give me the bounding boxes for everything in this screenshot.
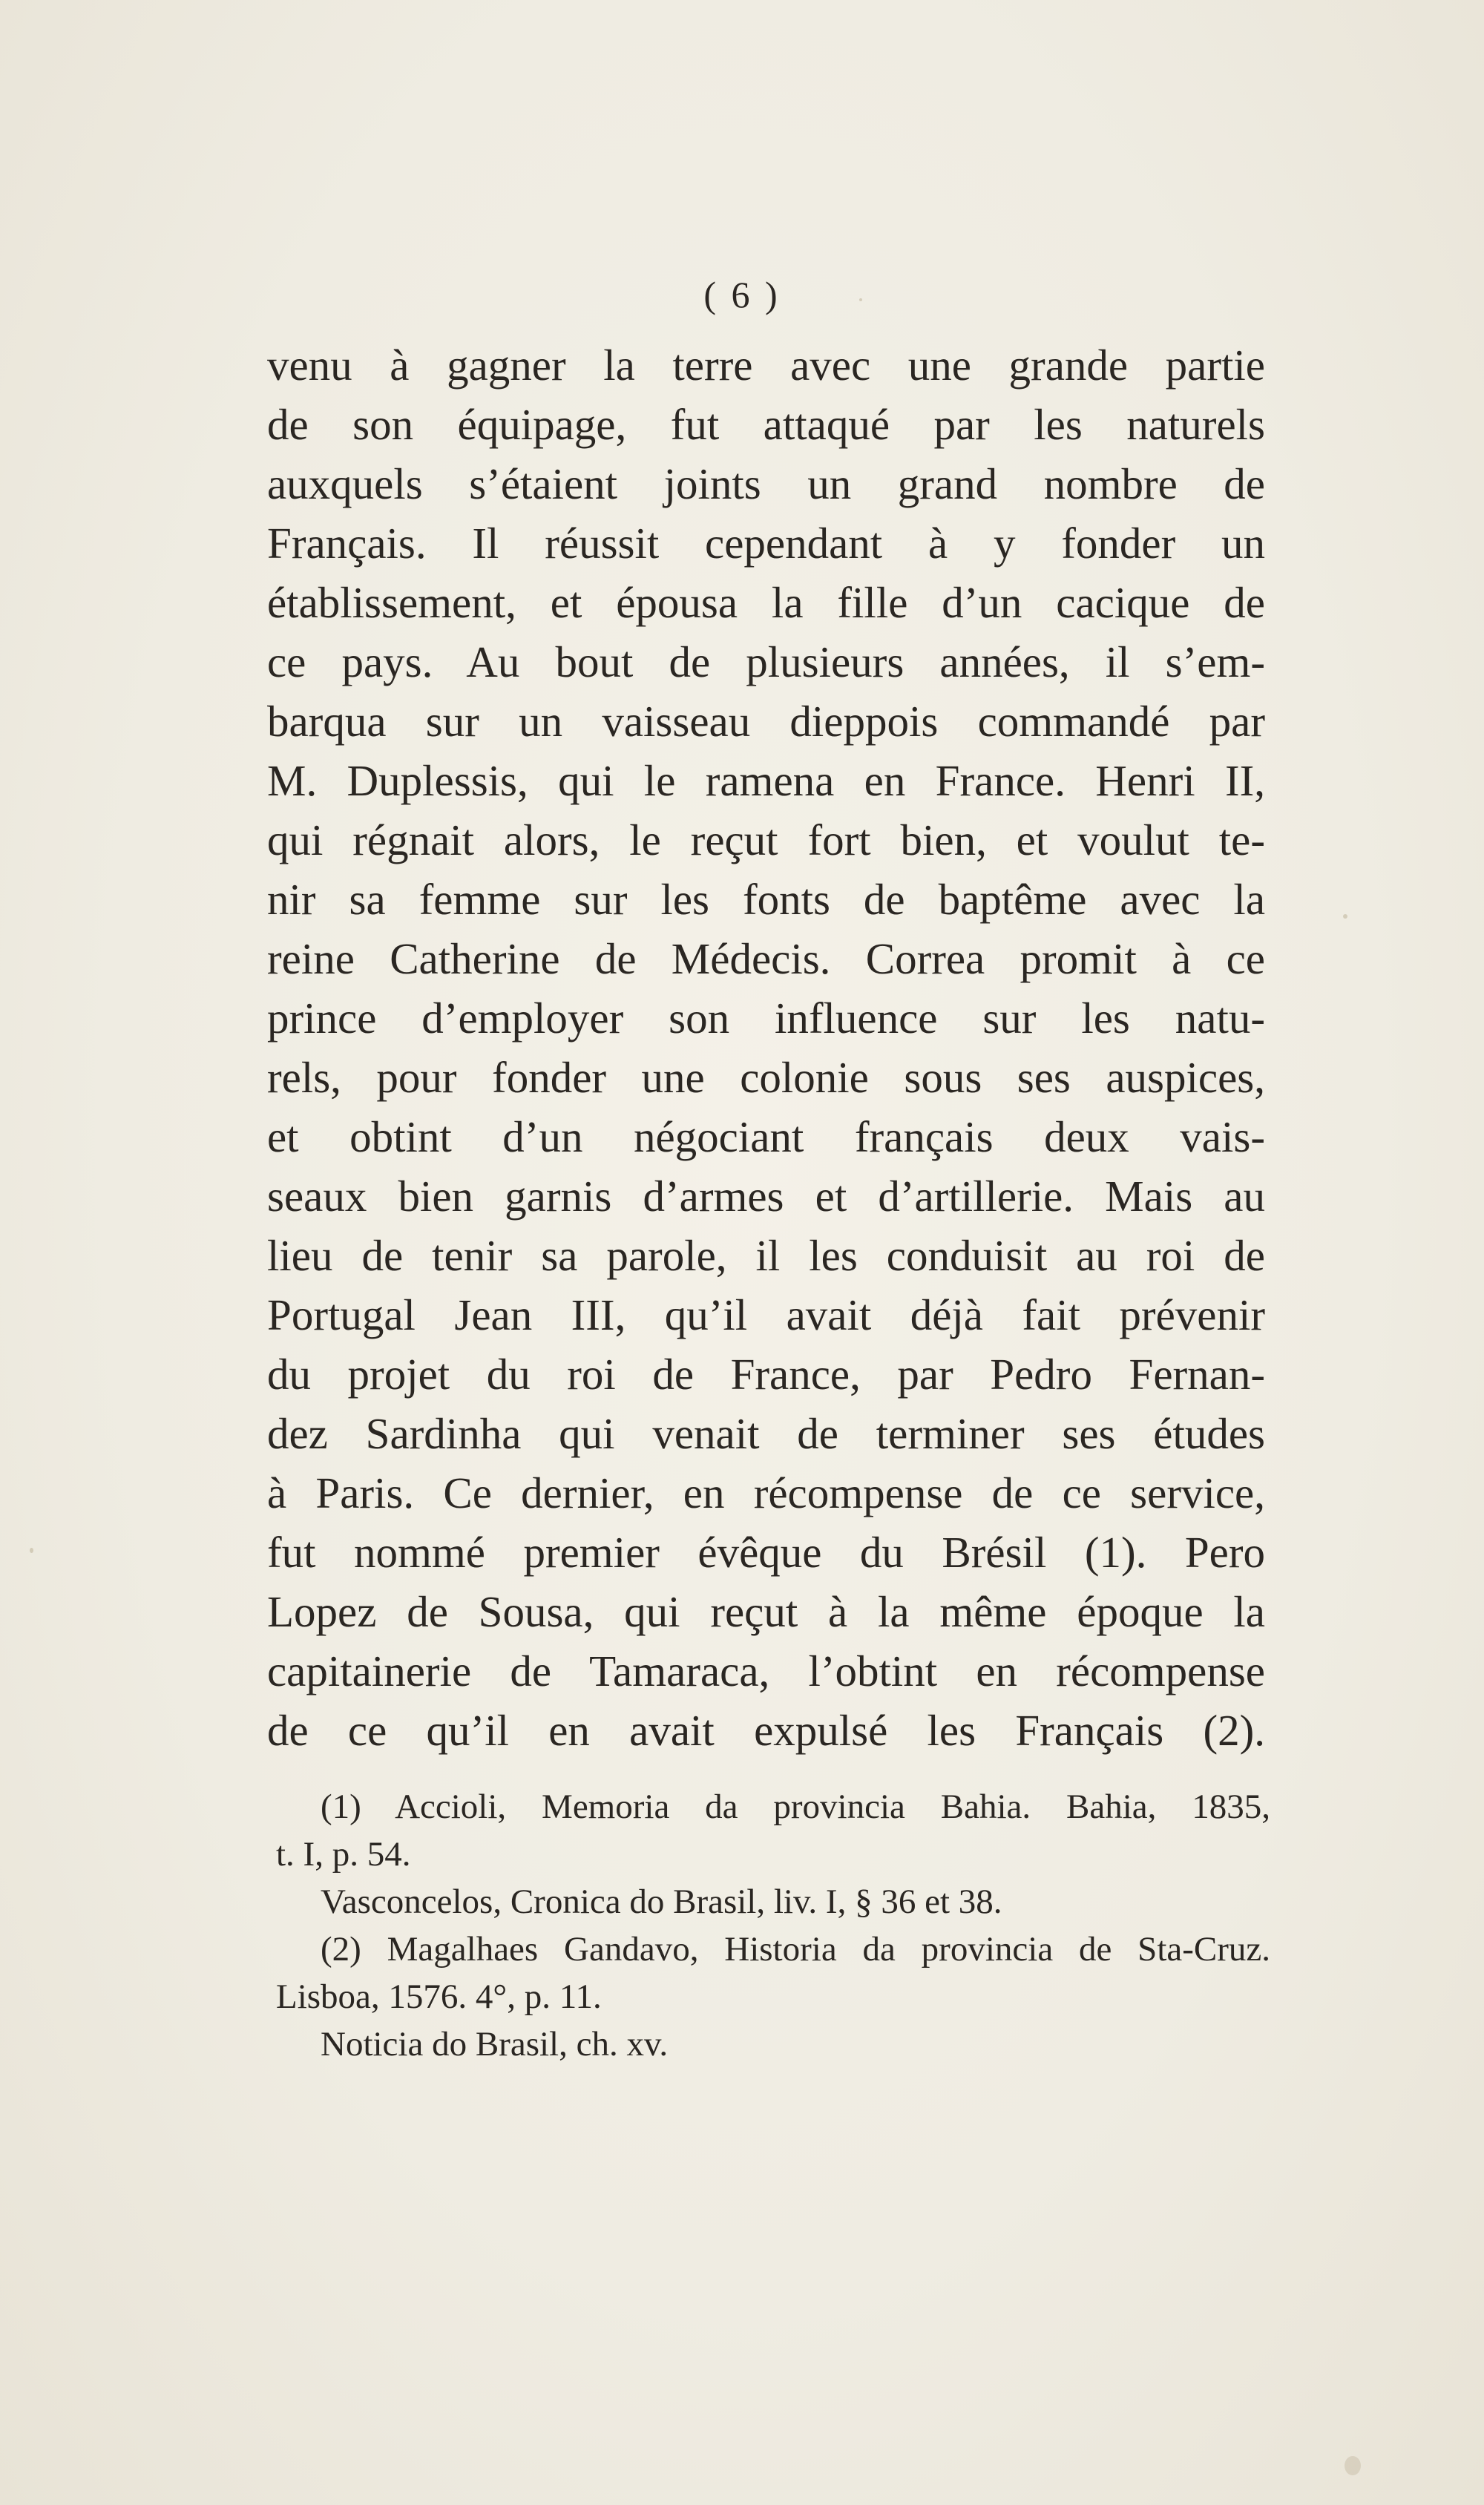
body-line: de son équipage, fut attaqué par les naturels xyxy=(267,400,1265,449)
body-line: barqua sur un vaisseau dieppois commandé par xyxy=(267,697,1265,746)
body-line: à Paris. Ce dernier, en récompense de ce service, xyxy=(267,1468,1265,1517)
footnote-line: Noticia do Brasil, ch. xv. xyxy=(321,2025,669,2064)
body-text xyxy=(267,335,1265,1760)
paper-speck xyxy=(30,1548,33,1553)
body-line: reine Catherine de Médecis. Correa promit à ce xyxy=(267,934,1265,983)
body-line: prince d’employer son influence sur les natu- xyxy=(267,994,1265,1043)
body-line: M. Duplessis, qui le ramena en France. Henri II, xyxy=(267,756,1265,805)
body-line: auxquels s’étaient joints un grand nombre de xyxy=(267,459,1265,508)
body-line: Français. Il réussit cependant à y fonder un xyxy=(267,519,1265,568)
body-line: de ce qu’il en avait expulsé les Français (2). xyxy=(267,1706,1265,1755)
body-line: fut nommé premier évêque du Brésil (1). Pero xyxy=(267,1528,1265,1577)
footnote-line: t. I, p. 54. xyxy=(276,1835,411,1874)
body-line: lieu de tenir sa parole, il les conduisit au roi de xyxy=(267,1231,1265,1280)
body-line: du projet du roi de France, par Pedro Fernan- xyxy=(267,1350,1265,1399)
body-line: Portugal Jean III, qu’il avait déjà fait prévenir xyxy=(267,1290,1265,1339)
body-line: et obtint d’un négociant français deux vais- xyxy=(267,1112,1265,1161)
footnote-line: (2) Magalhaes Gandavo, Historia da provincia de Sta-Cruz. xyxy=(321,1930,1270,1969)
body-line: nir sa femme sur les fonts de baptême avec la xyxy=(267,875,1265,924)
body-line: qui régnait alors, le reçut fort bien, et voulut te- xyxy=(267,815,1265,864)
page-number: ( 6 ) xyxy=(703,274,781,315)
footnote-line: (1) Accioli, Memoria da provincia Bahia. Bahia, 1835, xyxy=(321,1787,1270,1826)
paper-speck xyxy=(859,298,862,301)
paper-speck xyxy=(1343,914,1347,919)
body-line: venu à gagner la terre avec une grande partie xyxy=(267,341,1265,390)
body-line: ce pays. Au bout de plusieurs années, il s’em- xyxy=(267,637,1265,686)
footnote-line: Lisboa, 1576. 4°, p. 11. xyxy=(276,1977,602,2016)
body-line: dez Sardinha qui venait de terminer ses études xyxy=(267,1409,1265,1458)
body-line: établissement, et épousa la fille d’un cacique de xyxy=(267,578,1265,627)
body-line: capitainerie de Tamaraca, l’obtint en récompense xyxy=(267,1647,1265,1695)
body-line: seaux bien garnis d’armes et d’artillerie. Mais au xyxy=(267,1172,1265,1221)
body-line: rels, pour fonder une colonie sous ses auspices, xyxy=(267,1053,1265,1102)
footnotes xyxy=(276,1783,1270,2068)
body-line: Lopez de Sousa, qui reçut à la même époque la xyxy=(267,1587,1265,1636)
paper-speck xyxy=(1345,2456,1361,2475)
footnote-line: Vasconcelos, Cronica do Brasil, liv. I, § 36 et 38. xyxy=(321,1882,1002,1921)
